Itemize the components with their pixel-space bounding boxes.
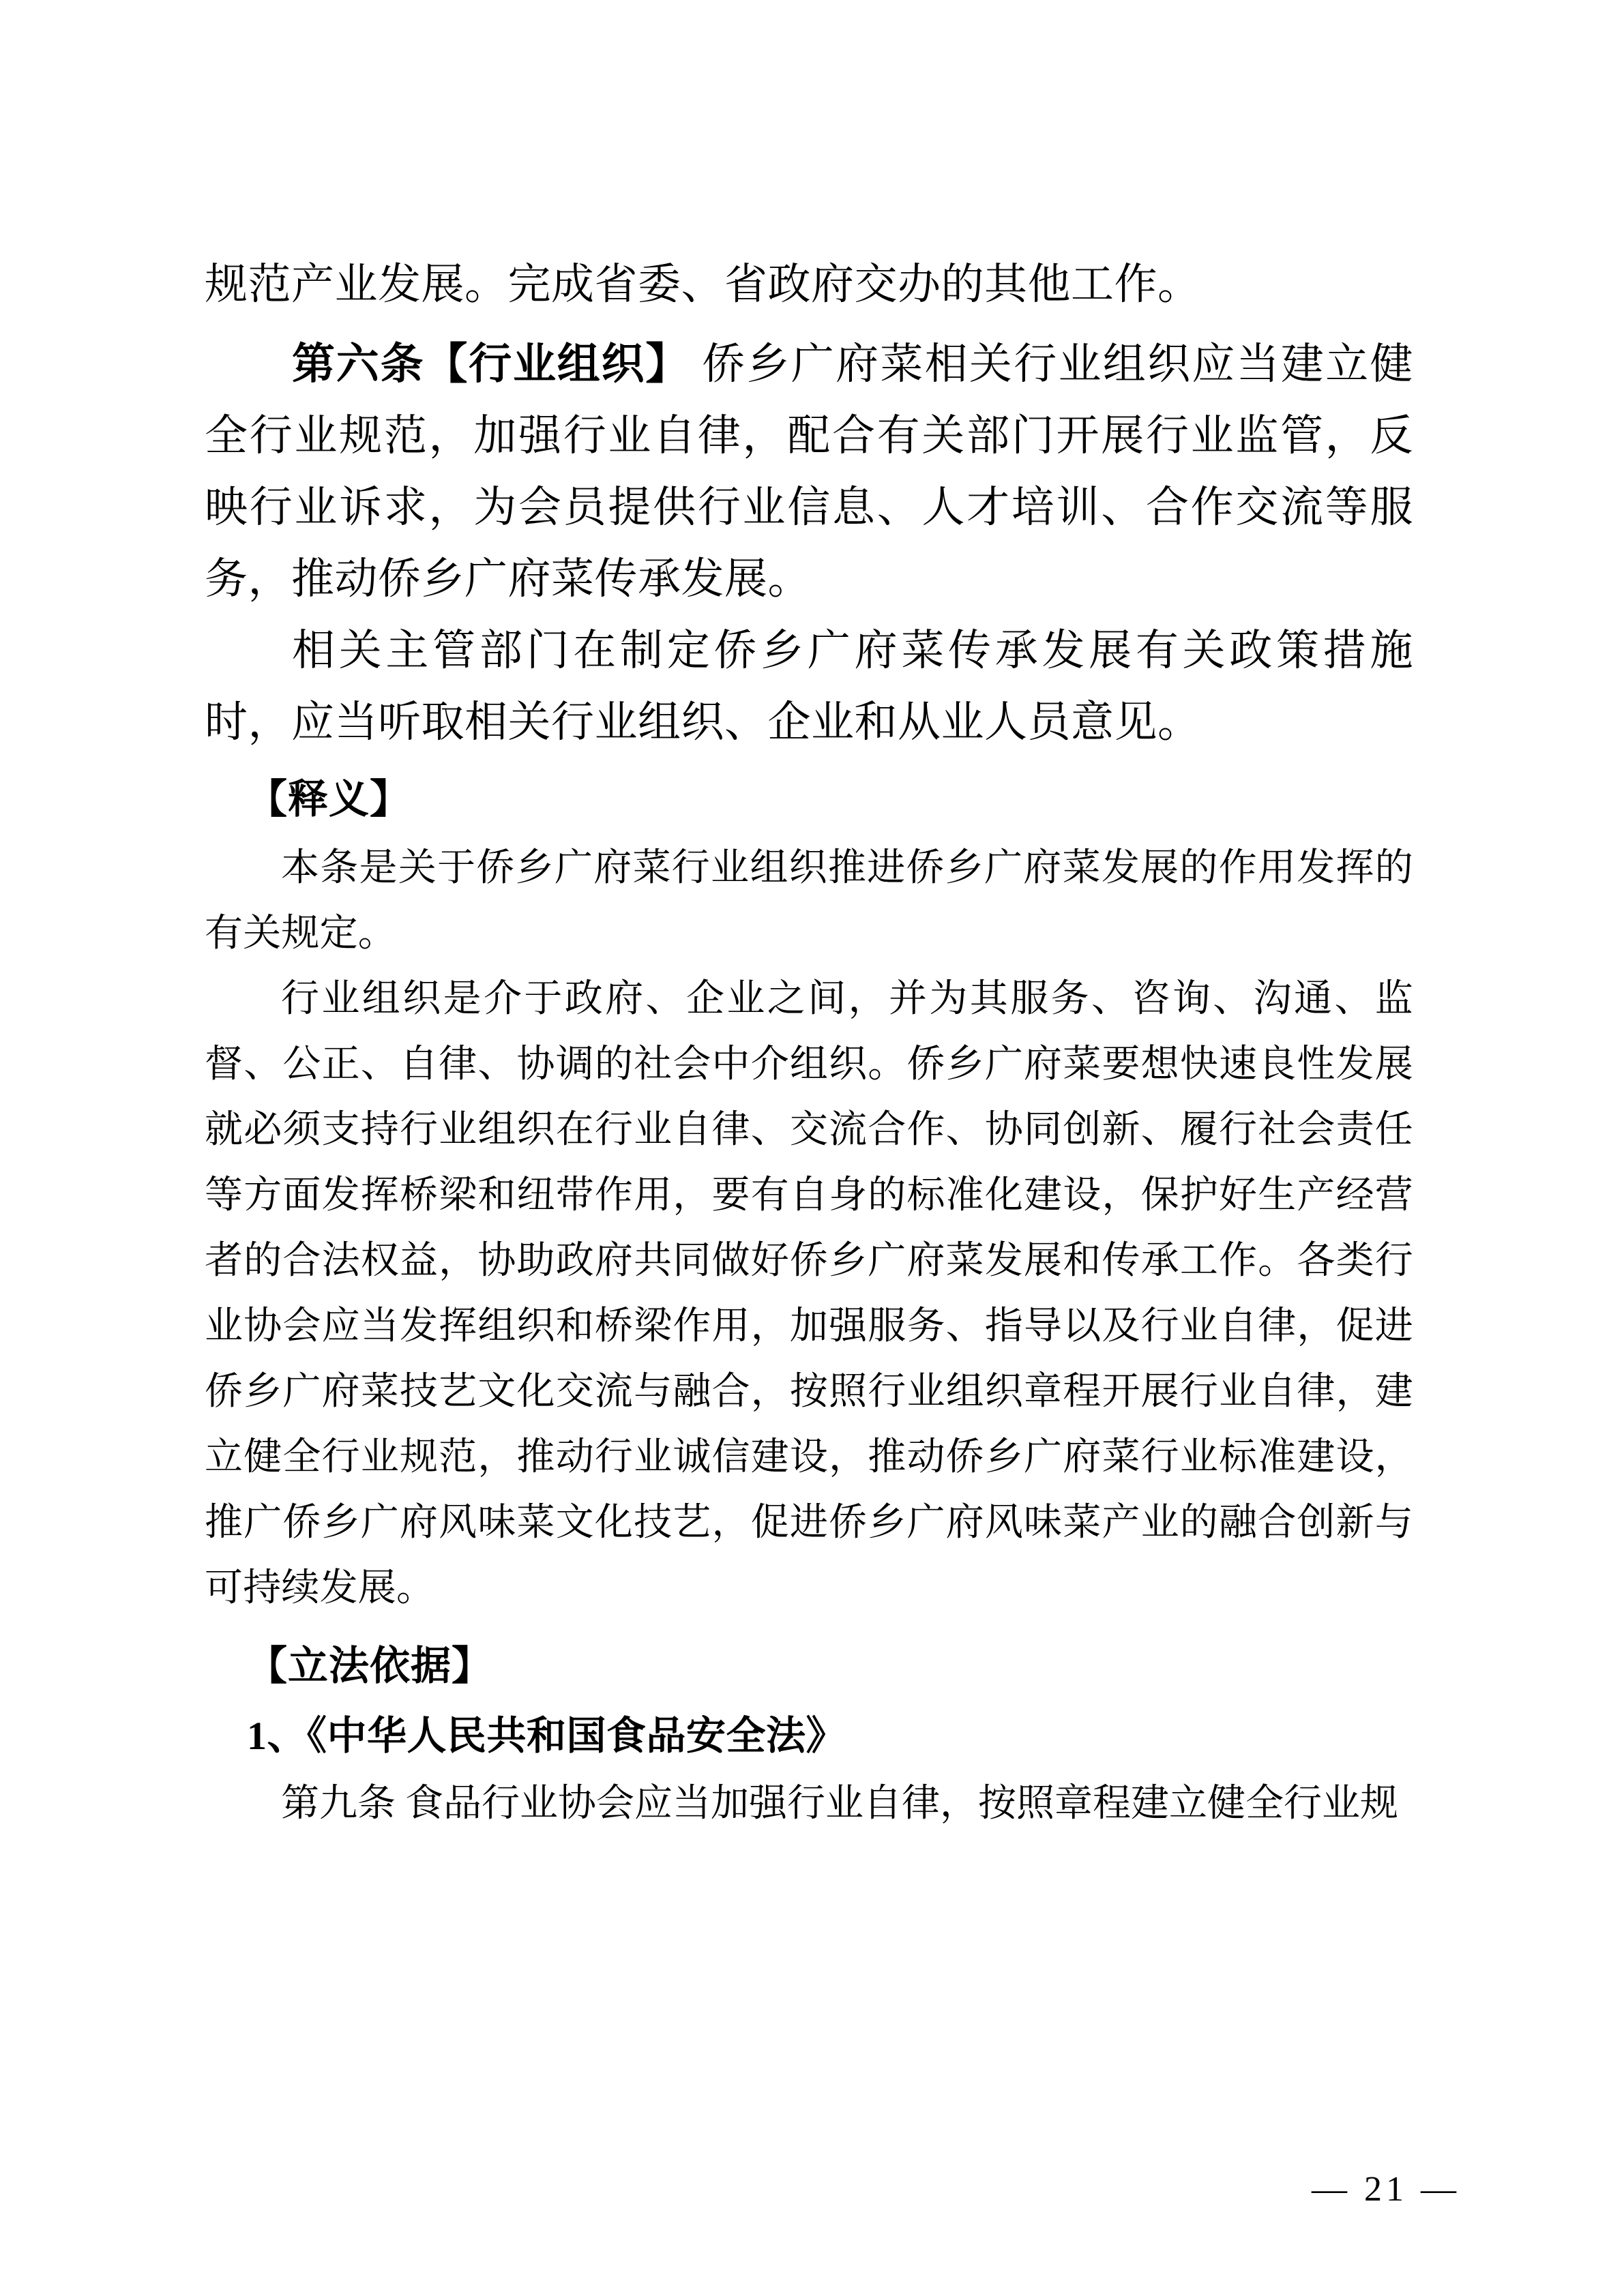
continuation-paragraph: 规范产业发展。完成省委、省政府交办的其他工作。 bbox=[205, 260, 1201, 308]
legal-basis-heading: 【立法依据】 bbox=[247, 1643, 493, 1688]
article-paragraph bbox=[205, 329, 1413, 615]
spacer bbox=[205, 1621, 1413, 1630]
article-number: 第六条 bbox=[292, 340, 425, 388]
article-body-text: 侨乡广府菜相关行业组织应当建立健全行业规范，加强行业自律，配合有关部门开展行业监管，反映行业诉求，为会员提供行业信息、人才培训、合作交流等服务，推动侨乡广府菜传承发展。 bbox=[205, 340, 1414, 603]
legal-basis-item-1-label: 1、《中华人民共和国食品安全法》 bbox=[247, 1714, 846, 1758]
page-content bbox=[205, 249, 1413, 1837]
article-title: 【行业组织】 bbox=[424, 340, 690, 388]
page-number-footer: — 21 — bbox=[1312, 2170, 1460, 2209]
article-second-paragraph: 相关主管部门在制定侨乡广府菜传承发展有关政策措施时，应当听取相关行业组织、企业和从业人员意见。 bbox=[205, 627, 1413, 746]
spacer bbox=[205, 758, 1413, 764]
legal-basis-item-1-text: 第九条 食品行业协会应当加强行业自律，按照章程建立健全行业规 bbox=[281, 1783, 1398, 1825]
interpretation-heading: 【释义】 bbox=[247, 777, 411, 822]
interpretation-paragraph-1: 本条是关于侨乡广府菜行业组织推进侨乡广府菜发展的作用发挥的有关规定。 bbox=[205, 847, 1413, 955]
interpretation-paragraph-2: 行业组织是介于政府、企业之间，并为其服务、咨询、沟通、监督、公正、自律、协调的社会中介组织。侨乡广府菜要想快速良性发展就必须支持行业组织在行业自律、交流合作、协同创新、履行社会责任等方面发挥桥梁和纽带作用，要有自身的标准化建设，保护好生产经营者的合法权益，协助政府共同做好侨乡广府菜发展和传承工作。各类行业协会应当发挥组织和桥梁作用，加强服务、指导以及行业自律，促进侨乡广府菜技艺文化交流与融合，按照行业组织章程开展行业自律，建立健全行业规范，推动行业诚信建设，推动侨乡广府菜行业标准建设，推广侨乡广府风味菜文化技艺，促进侨乡广府风味菜产业的融合创新与可持续发展。 bbox=[205, 978, 1413, 1609]
